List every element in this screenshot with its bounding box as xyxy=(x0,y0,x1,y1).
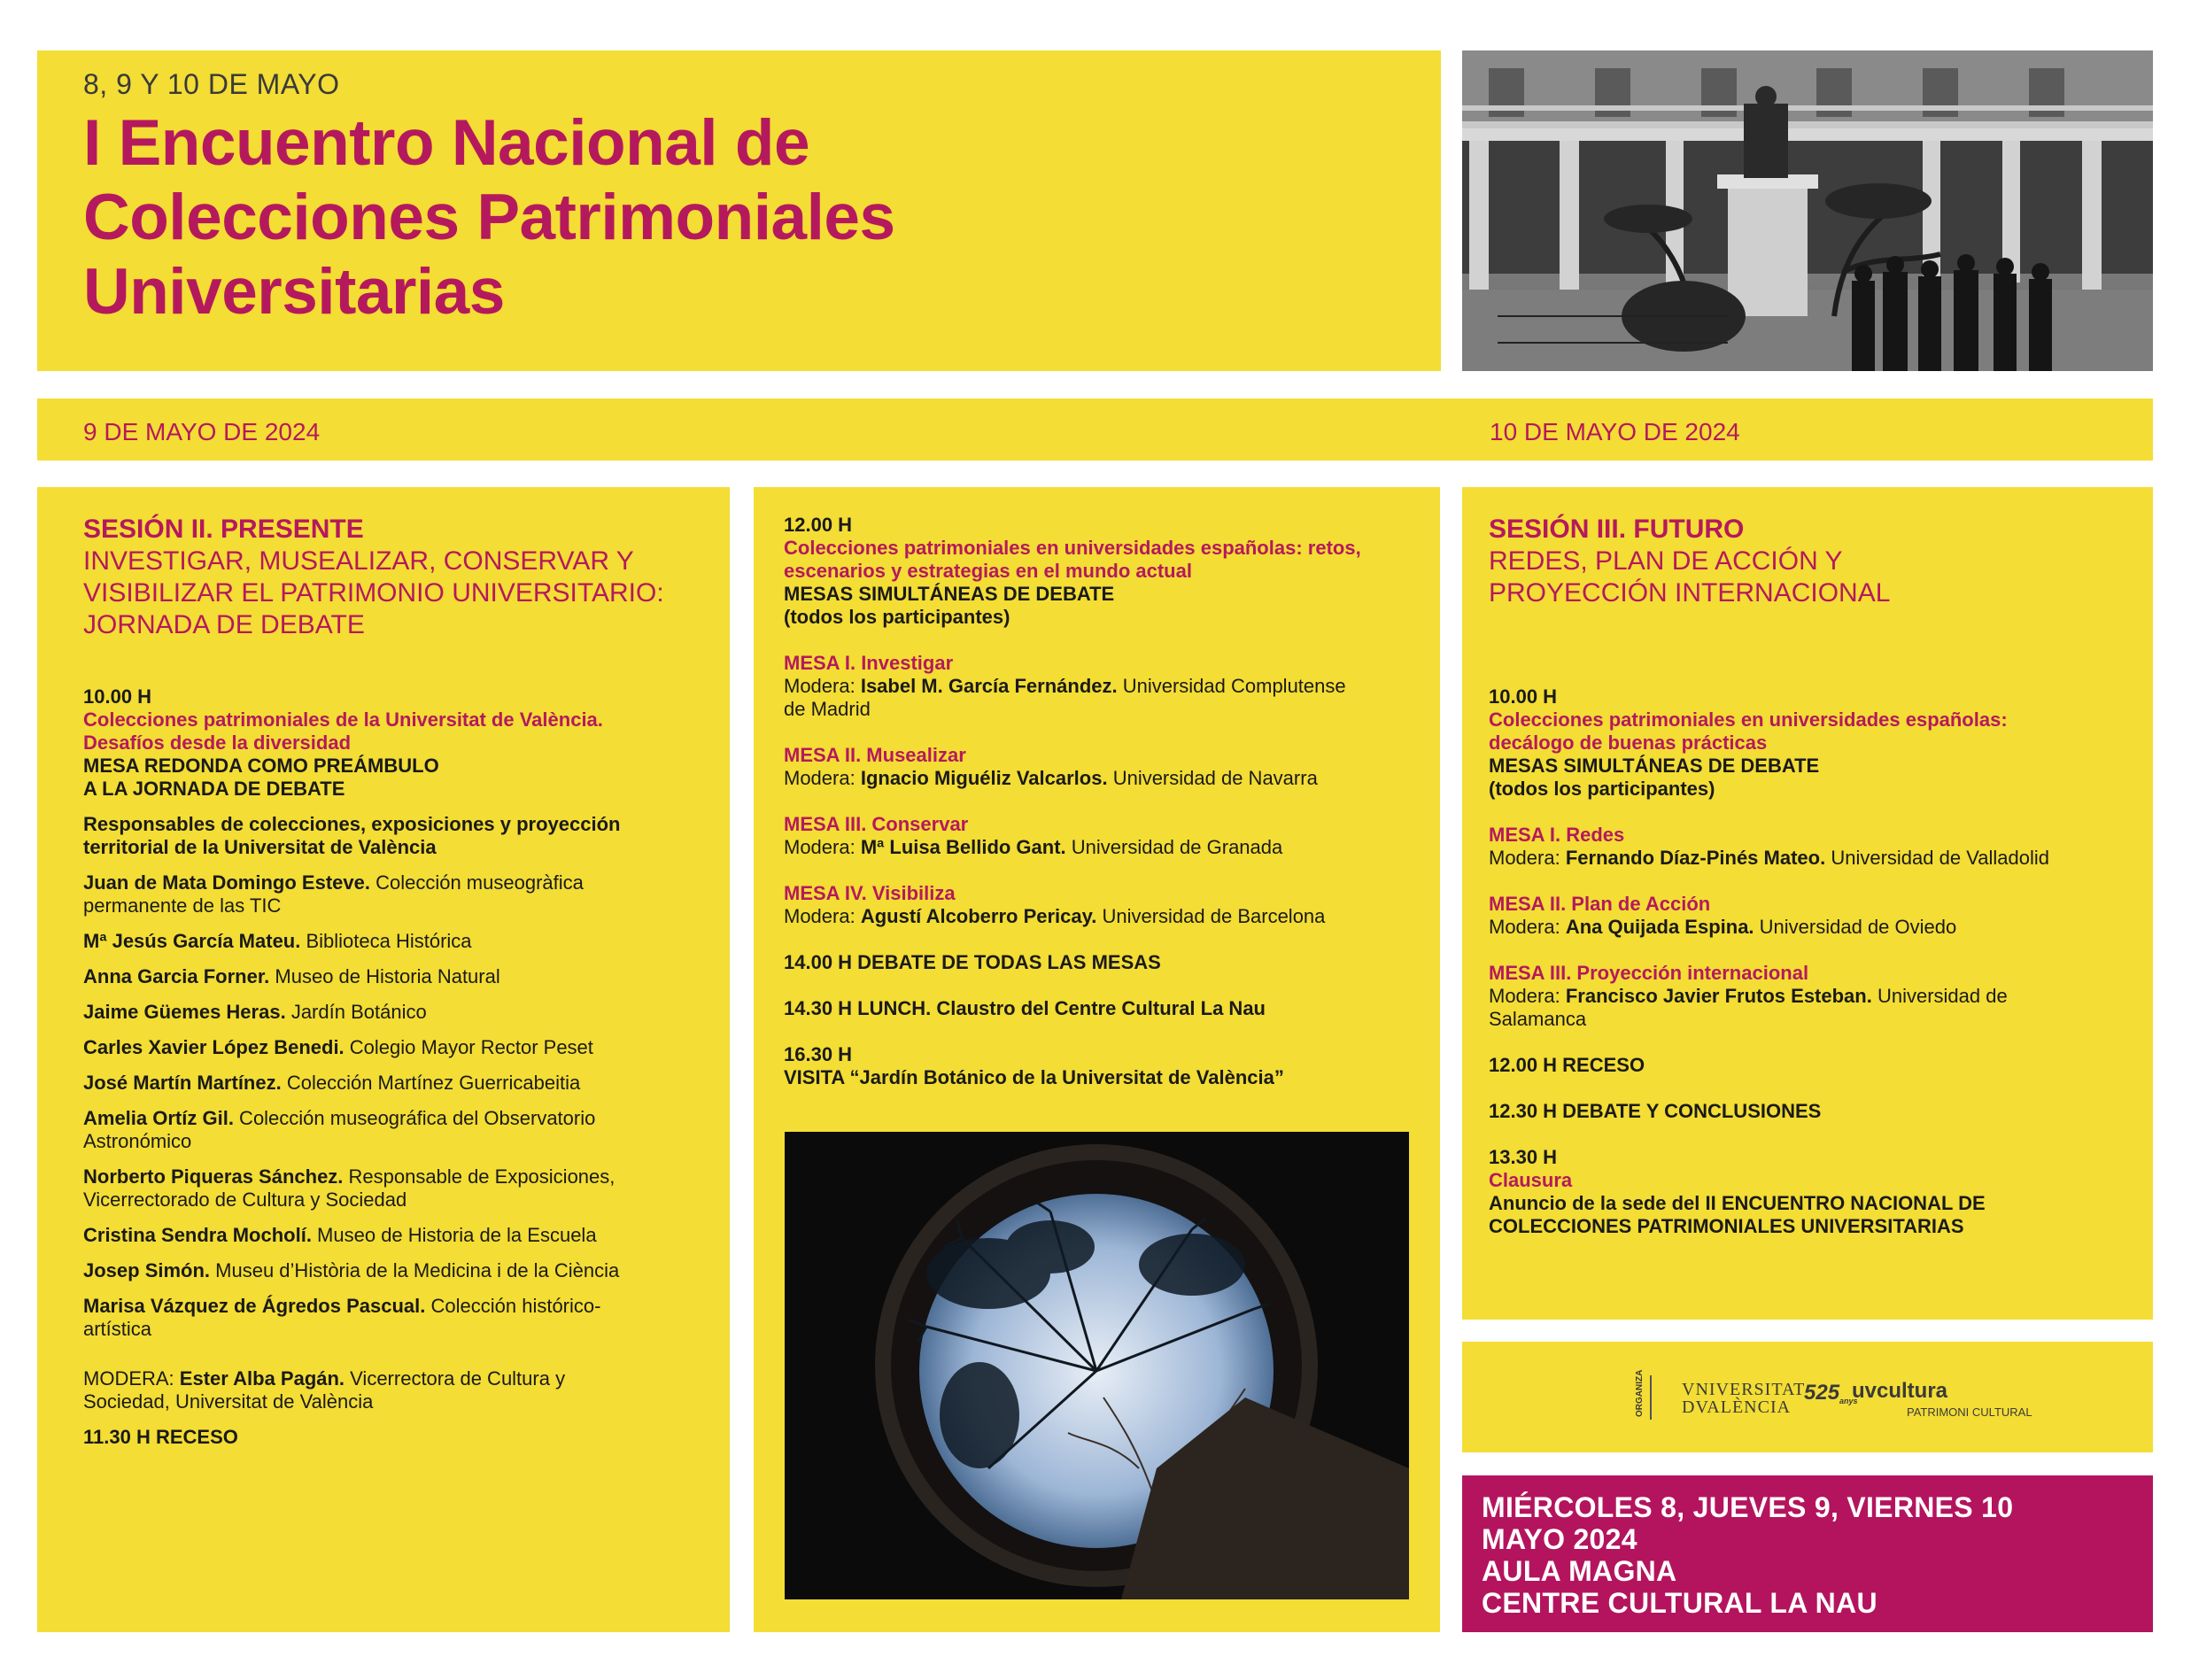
anniversary-label: anys xyxy=(1839,1397,1858,1405)
debate-all: 14.00 H DEBATE DE TODAS LAS MESAS xyxy=(784,951,1161,973)
anuncio-line: Anuncio de la sede del II ENCUENTRO NACIONAL DE xyxy=(1489,1192,1986,1214)
moderator-name: Fernando Díaz-Pinés Mateo. xyxy=(1565,847,1826,869)
mesas-line: (todos los participantes) xyxy=(1489,778,1715,800)
institution: Universidad de Oviedo xyxy=(1754,916,1957,938)
anuncio xyxy=(1489,1192,2126,1238)
mesa-title: MESA I. Investigar xyxy=(784,652,954,674)
participant-role: Museu d’Història de la Medicina i de la Ciència xyxy=(210,1259,620,1281)
topic-line: Desafíos desde la diversidad xyxy=(83,732,352,754)
resp-line: territorial de la Universitat de València xyxy=(83,836,437,858)
topic-line: escenarios y estrategias en el mundo actual xyxy=(784,560,1192,582)
logo-divider xyxy=(1650,1375,1652,1420)
anniversary-logo xyxy=(1804,1381,1858,1405)
organizers-logos xyxy=(1462,1342,2153,1452)
title-line: Colecciones Patrimoniales xyxy=(83,182,895,253)
session-subtitle xyxy=(1489,546,2126,609)
mesa-item xyxy=(1489,824,2126,870)
institution: de Madrid xyxy=(784,698,871,720)
moderator-name: Agustí Alcoberro Pericay. xyxy=(860,905,1097,927)
participant-role: Colección museogràfica xyxy=(369,871,584,894)
participant xyxy=(83,871,694,917)
modera-label: Modera: xyxy=(1489,916,1566,938)
mesa-item xyxy=(784,813,1413,859)
institution: Universidad de Navarra xyxy=(1107,767,1318,789)
participant-role: Vicerrectorado de Cultura y Sociedad xyxy=(83,1188,407,1211)
modera-label: Modera: xyxy=(784,836,861,858)
participant-role: Colección Martínez Guerricabeitia xyxy=(281,1072,581,1094)
clausura: Clausura xyxy=(1489,1169,1573,1191)
participant xyxy=(83,1295,694,1341)
moderator-role: Vicerrectora de Cultura y xyxy=(345,1367,566,1390)
subtitle-line: PROYECCIÓN INTERNACIONAL xyxy=(1489,578,1891,608)
modera-label: Modera: xyxy=(784,675,861,697)
participant-role: Colección histórico- xyxy=(425,1295,601,1317)
institution: Universidad de xyxy=(1871,985,2008,1007)
participant xyxy=(83,1259,694,1282)
mesa-item xyxy=(784,652,1413,721)
participant-role: Biblioteca Histórica xyxy=(300,930,472,952)
participant-role: Jardín Botánico xyxy=(285,1001,427,1023)
receso: 11.30 H RECESO xyxy=(83,1426,238,1448)
session-subtitle xyxy=(83,546,694,641)
institution: Universidad de Barcelona xyxy=(1096,905,1326,927)
participant-name: Jaime Güemes Heras. xyxy=(83,1001,286,1023)
session-three-column xyxy=(1462,487,2153,1320)
info-line: MIÉRCOLES 8, JUEVES 9, VIERNES 10 xyxy=(1482,1491,2014,1523)
participant-name: Josep Simón. xyxy=(83,1259,211,1281)
subtitle-line: REDES, PLAN DE ACCIÓN Y xyxy=(1489,546,1843,576)
session-two-column xyxy=(37,487,730,1632)
participant-name: Juan de Mata Domingo Esteve. xyxy=(83,871,370,894)
mesas-line: MESAS SIMULTÁNEAS DE DEBATE xyxy=(1489,755,1820,777)
organiza-label: ORGANIZA xyxy=(1635,1369,1645,1417)
participant-role: Astronómico xyxy=(83,1130,192,1152)
participant-role: artística xyxy=(83,1318,152,1340)
participant-name: Mª Jesús García Mateu. xyxy=(83,930,301,952)
patrimoni-label: PATRIMONI CULTURAL xyxy=(1907,1405,2032,1419)
topic-line: decálogo de buenas prácticas xyxy=(1489,732,1768,754)
subtitle-line: JORNADA DE DEBATE xyxy=(83,610,365,639)
mesa-item xyxy=(1489,893,2126,939)
participant xyxy=(83,1001,694,1024)
info-line: CENTRE CULTURAL LA NAU xyxy=(1482,1587,1877,1619)
time-label: 12.00 H xyxy=(784,514,853,536)
mesa-title: MESA III. Proyección internacional xyxy=(1489,962,1809,984)
institution: Universidad de Granada xyxy=(1065,836,1283,858)
title-line: Universitarias xyxy=(83,256,505,328)
participant-name: Carles Xavier López Benedi. xyxy=(83,1036,345,1058)
mesa-title: MESA I. Redes xyxy=(1489,824,1625,846)
botanical-garden-photo xyxy=(785,1132,1409,1599)
subtitle-line: INVESTIGAR, MUSEALIZAR, CONSERVAR Y xyxy=(83,546,634,576)
participant-name: Marisa Vázquez de Ágredos Pascual. xyxy=(83,1295,426,1317)
time-label: 10.00 H xyxy=(1489,685,1558,708)
participant xyxy=(83,1107,694,1153)
mesas-simultaneas xyxy=(784,583,1413,629)
mesas-line: (todos los participantes) xyxy=(784,606,1010,628)
anniversary-number: 525 xyxy=(1804,1381,1840,1405)
participant xyxy=(83,1072,694,1095)
day-two-date: 10 DE MAYO DE 2024 xyxy=(1490,418,1740,445)
mesa-line: MESA REDONDA COMO PREÁMBULO xyxy=(83,755,439,777)
resp-line: Responsables de colecciones, exposiciones y proyección xyxy=(83,813,621,835)
mesa-redonda xyxy=(83,755,694,801)
modera-label: Modera: xyxy=(1489,985,1566,1007)
mesa-item xyxy=(784,882,1413,928)
participant-name: Cristina Sendra Mocholí. xyxy=(83,1224,312,1246)
mesa-title: MESA IV. Visibiliza xyxy=(784,882,956,904)
uv-logo-line: DVALÈNCIA xyxy=(1682,1397,1792,1417)
mesa-title: MESA III. Conservar xyxy=(784,813,969,835)
date-strip xyxy=(37,399,2153,461)
moderator-name: Francisco Javier Frutos Esteban. xyxy=(1565,985,1872,1007)
mesa-title: MESA II. Musealizar xyxy=(784,744,966,766)
topic xyxy=(784,537,1413,583)
participant xyxy=(83,1036,694,1059)
topic xyxy=(83,708,694,755)
participant-role: Museo de Historia Natural xyxy=(269,965,500,987)
moderator-name: Ana Quijada Espina. xyxy=(1565,916,1754,938)
institution: Universidad Complutense xyxy=(1117,675,1346,697)
courtyard-photo xyxy=(1462,50,2153,371)
participant-role: Museo de Historia de la Escuela xyxy=(311,1224,597,1246)
mesas-line: MESAS SIMULTÁNEAS DE DEBATE xyxy=(784,583,1115,605)
participant xyxy=(83,1165,694,1212)
session-title: SESIÓN II. PRESENTE xyxy=(83,515,364,544)
info-line: MAYO 2024 xyxy=(1482,1523,1637,1555)
subtitle-line: VISIBILIZAR EL PATRIMONIO UNIVERSITARIO: xyxy=(83,578,664,608)
moderator-name: Ignacio Miguéliz Valcarlos. xyxy=(860,767,1108,789)
topic-line: Colecciones patrimoniales en universidades españolas: retos, xyxy=(784,537,1361,559)
lunch: 14.30 H LUNCH. Claustro del Centre Cultural La Nau xyxy=(784,997,1266,1019)
participant-role: Colección museográfica del Observatorio xyxy=(233,1107,596,1129)
participant-role: Responsable de Exposiciones, xyxy=(343,1165,615,1188)
participant-role: Colegio Mayor Rector Peset xyxy=(344,1036,593,1058)
participant-name: José Martín Martínez. xyxy=(83,1072,282,1094)
moderator-name: Mª Luisa Bellido Gant. xyxy=(860,836,1066,858)
mesa-line: A LA JORNADA DE DEBATE xyxy=(83,778,345,800)
participant xyxy=(83,1224,694,1247)
session-title: SESIÓN III. FUTURO xyxy=(1489,515,1745,544)
page-title xyxy=(83,106,1441,329)
participant-name: Anna Garcia Forner. xyxy=(83,965,270,987)
modera-label: Modera: xyxy=(1489,847,1566,869)
receso: 12.00 H RECESO xyxy=(1489,1054,1645,1076)
debate-conclusions: 12.30 H DEBATE Y CONCLUSIONES xyxy=(1489,1100,1822,1122)
topic xyxy=(1489,708,2126,755)
uv-logo xyxy=(1682,1381,1805,1416)
mesa-item xyxy=(1489,962,2126,1031)
time-label: 10.00 H xyxy=(83,685,152,708)
moderator xyxy=(83,1367,694,1413)
mesa-title: MESA II. Plan de Acción xyxy=(1489,893,1711,915)
participant xyxy=(83,965,694,988)
visit: VISITA “Jardín Botánico de la Universitat de València” xyxy=(784,1066,1284,1088)
topic-line: Colecciones patrimoniales de la Universitat de València. xyxy=(83,708,603,731)
modera-label: Modera: xyxy=(784,905,861,927)
participant-name: Amelia Ortíz Gil. xyxy=(83,1107,234,1129)
topic-line: Colecciones patrimoniales en universidades españolas: xyxy=(1489,708,2008,731)
modera-label: Modera: xyxy=(784,767,861,789)
mesas-simultaneas xyxy=(1489,755,2126,801)
anuncio-line: COLECCIONES PATRIMONIALES UNIVERSITARIAS xyxy=(1489,1215,1964,1237)
moderator-name: Isabel M. García Fernández. xyxy=(860,675,1118,697)
clausura-time: 13.30 H xyxy=(1489,1146,1558,1168)
uv-logo-line: VNIVERSITAT xyxy=(1682,1380,1806,1399)
modera-label: MODERA: xyxy=(83,1367,180,1390)
day-one-date: 9 DE MAYO DE 2024 xyxy=(83,418,321,445)
uvcultura-logo: uvcultura xyxy=(1852,1379,1948,1403)
participant-name: Norberto Piqueras Sánchez. xyxy=(83,1165,344,1188)
institution: Salamanca xyxy=(1489,1008,1587,1030)
mesa-item xyxy=(784,744,1413,790)
moderator-role: Sociedad, Universitat de València xyxy=(83,1390,374,1413)
visit-time: 16.30 H xyxy=(784,1043,853,1065)
moderator-name: Ester Alba Pagán. xyxy=(179,1367,345,1390)
institution: Universidad de Valladolid xyxy=(1825,847,2049,869)
participant-role: permanente de las TIC xyxy=(83,894,282,917)
responsables xyxy=(83,813,694,859)
title-line: I Encuentro Nacional de xyxy=(83,107,810,179)
event-dates: 8, 9 Y 10 DE MAYO xyxy=(83,68,340,100)
event-info-block xyxy=(1462,1475,2153,1632)
info-line: AULA MAGNA xyxy=(1482,1555,1677,1587)
participant xyxy=(83,930,694,953)
header-block xyxy=(37,50,1441,371)
